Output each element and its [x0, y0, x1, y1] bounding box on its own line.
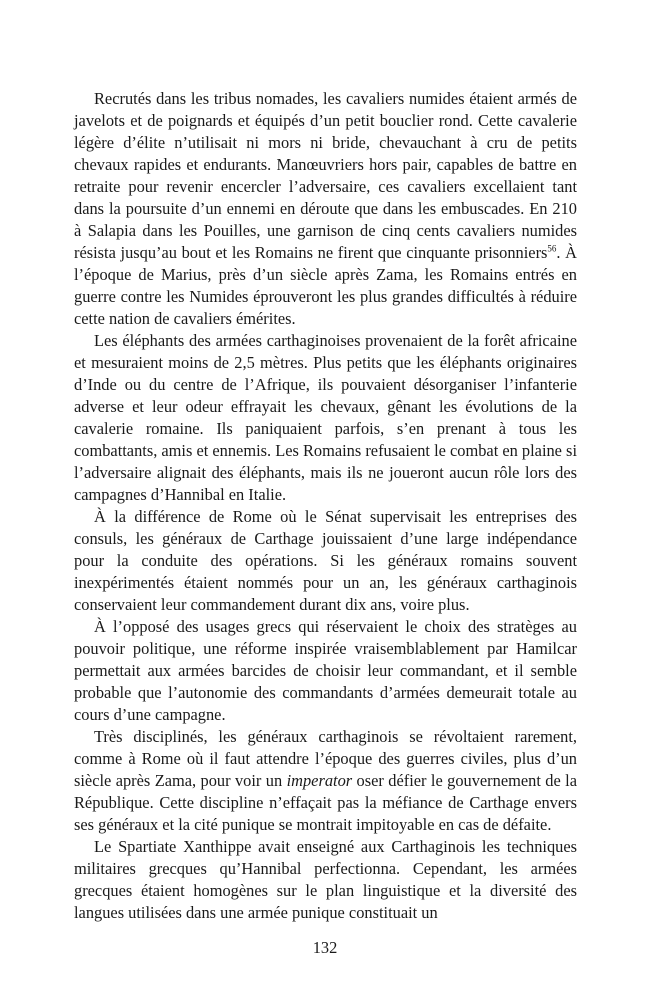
paragraph-elephants: Les éléphants des armées carthaginoises provenaient de la forêt africaine et mesuraient moins de 2,5 mètres. Plus petits que les éléphants originaires d’Inde ou du centre de l’Afrique, ils pouvaient désorganiser l’infanterie adverse et leur odeur effrayait les chevaux, gênant les évolutions de la cavalerie romaine. Ils paniquaient parfois, s’en prenant à tous les combattants, amis et ennemis. Les Romains refusaient le combat en plaine si l’adversaire alignait des éléphants, mais ils ne joueront aucun rôle lors des campagnes d’Hannibal en Italie. — [74, 331, 577, 504]
paragraph-text: Recrutés dans les tribus nomades, les cavaliers numides étaient armés de javelots et de poignards et équipés d’un petit bouclier rond. Cette cavalerie légère d’élite n’utilisait ni mors ni bride, chevauchant à cru de petits chevaux rapides et endurants. Manœuvriers hors pair, capables de battre en retraite pour revenir encercler l’adversaire, ces cavaliers excellaient tant dans la poursuite d’un ennemi en déroute que dans les embuscades. En 210 à Salapia dans les Pouilles, une garnison de cinq cents cavaliers numides résista jusqu’au bout et les Romains ne firent que cinquante prisonniers — [74, 89, 577, 262]
footnote-reference[interactable]: 56 — [547, 243, 557, 254]
paragraph-text: Très disciplinés, les généraux carthaginois se révoltaient rarement, comme à Rome où il faut attendre l’époque des guerres civiles, plus d’un siècle après Zama, pour voir un — [74, 727, 577, 790]
paragraph-text: oser défier le gouvernement de la République. Cette discipline n’effaçait pas la méfiance de Carthage envers ses généraux et la cité punique se montrait impitoyable en cas de défaite. — [74, 771, 577, 834]
paragraph-xanthippus: Le Spartiate Xanthippe avait enseigné aux Carthaginois les techniques militaires grecques qu’Hannibal perfectionna. Cependant, les armées grecques étaient homogènes sur le plan linguistique et la diversité des langues utilisées dans une armée punique constituait un — [74, 837, 577, 922]
paragraph-numidian-cavalry — [74, 88, 577, 330]
page-body — [74, 88, 577, 924]
italic-term: imperator — [286, 771, 353, 790]
page-number: 132 — [312, 938, 338, 957]
paragraph-text: . À l’époque de Marius, près d’un siècle après Zama, les Romains entrés en guerre contre les Numides éprouveront les plus grandes difficultés à réduire cette nation de cavaliers émérites. — [74, 243, 577, 328]
paragraph-commander-choice: À l’opposé des usages grecs qui réservaient le choix des stratèges au pouvoir politique, une réforme inspirée vraisemblablement par Hamilcar permettait aux armées barcides de choisir leur commandant, et il semble probable que l’autonomie des commandants d’armées demeurait totale au cours d’une campagne. — [74, 617, 577, 724]
paragraph-discipline — [74, 726, 577, 836]
paragraph-generals-independence: À la différence de Rome où le Sénat supervisait les entreprises des consuls, les généraux de Carthage jouissaient d’une large indépendance pour la conduite des opérations. Si les généraux romains souvent inexpérimentés étaient nommés pour un an, les généraux carthaginois conservaient leur commandement durant dix ans, voire plus. — [74, 507, 577, 614]
